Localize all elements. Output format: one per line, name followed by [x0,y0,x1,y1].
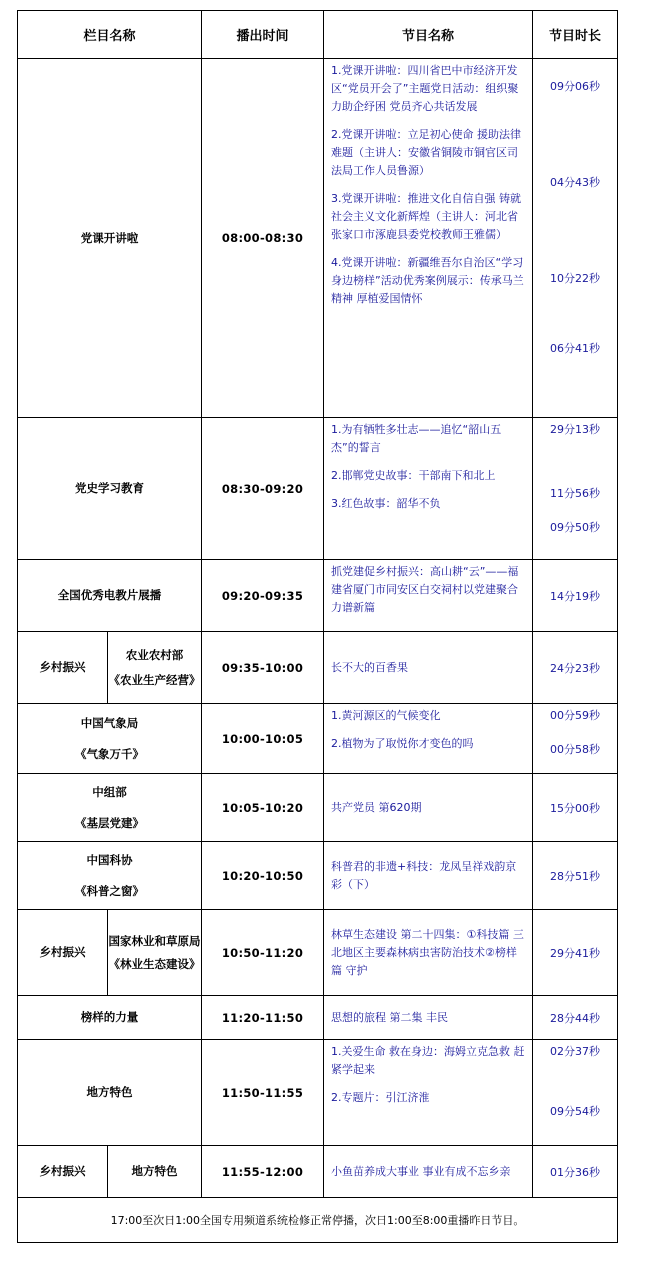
column-name-cell: 榜样的力量 [18,996,202,1040]
duration-item: 00分59秒 [550,709,601,722]
program-cell: 抓党建促乡村振兴：高山耕“云”——福建省厦门市同安区白交祠村以党建聚合力谱新篇 [324,560,533,632]
sub-column-cell [108,632,202,704]
duration-cell [533,59,618,418]
program-cell: 长不大的百香果 [324,632,533,704]
program-cell: 共产党员 第620期 [324,774,533,842]
time-cell: 10:50-11:20 [202,910,324,996]
column-name-cell: 乡村振兴 [18,1146,108,1198]
program-cell: 思想的旅程 第二集 丰民 [324,996,533,1040]
duration-cell [533,418,618,560]
duration-item: 02分37秒 [550,1045,601,1058]
table-row [18,560,618,632]
header-row [18,11,618,59]
program-item: 1.关爱生命 救在身边：海姆立克急救 赶紧学起来 [331,1045,525,1076]
sub-column-cell: 地方特色 [108,1146,202,1198]
duration-cell: 01分36秒 [533,1146,618,1198]
column-title: 《基层党建》 [75,815,144,830]
table-row [18,59,618,418]
schedule-sheet [17,10,617,1243]
program-item: 4.党课开讲啦：新疆维吾尔自治区“学习身边榜样”活动优秀案例展示：传承马兰精神 厚植爱国情怀 [331,256,524,305]
table-row [18,1146,618,1198]
program-cell [324,704,533,774]
duration-cell: 15分00秒 [533,774,618,842]
duration-item: 10分22秒 [550,272,601,285]
header-program-name: 节目名称 [324,11,533,59]
program-item: 3.红色故事：韶华不负 [331,497,441,510]
column-name-cell [18,704,202,774]
program-item: 2.党课开讲啦：立足初心使命 援助法律难题（主讲人：安徽省铜陵市铜官区司法局工作人员鲁源） [331,128,522,177]
schedule-table [17,10,618,1243]
column-name-cell [18,774,202,842]
program-cell: 小鱼苗养成大事业 事业有成不忘乡亲 [324,1146,533,1198]
time-cell: 10:00-10:05 [202,704,324,774]
program-cell: 林草生态建设 第二十四集：①科技篇 三北地区主要森林病虫害防治技术②榜样篇 守护 [324,910,533,996]
duration-item: 00分58秒 [550,743,601,756]
sub-column-title: 《林业生态建设》 [108,956,201,971]
time-cell: 11:55-12:00 [202,1146,324,1198]
duration-item: 09分06秒 [550,80,601,93]
duration-cell: 28分44秒 [533,996,618,1040]
program-cell [324,418,533,560]
sub-column-title: 《农业生产经营》 [108,672,201,687]
header-column-name: 栏目名称 [18,11,202,59]
header-duration: 节目时长 [533,11,618,59]
program-item: 2.专题片：引江济淮 [331,1091,430,1104]
duration-cell: 28分51秒 [533,842,618,910]
table-row [18,418,618,560]
column-org: 中国气象局 [80,716,139,731]
column-name-cell: 党史学习教育 [18,418,202,560]
time-cell: 11:20-11:50 [202,996,324,1040]
column-org: 中国科协 [86,853,133,868]
duration-cell: 24分23秒 [533,632,618,704]
column-name-cell: 乡村振兴 [18,910,108,996]
program-cell [324,59,533,418]
column-title: 《科普之窗》 [75,883,144,898]
duration-item: 06分41秒 [550,342,601,355]
duration-item: 29分13秒 [550,423,601,436]
program-item: 1.党课开讲啦：四川省巴中市经济开发区“党员开会了”主题党日活动：组织聚力助企纾困 党员齐心共话发展 [331,64,519,113]
table-row [18,774,618,842]
program-item: 2.邯郸党史故事：干部南下和北上 [331,469,496,482]
duration-item: 11分56秒 [550,487,601,500]
program-item: 1.黄河源区的气候变化 [331,709,441,722]
duration-item: 04分43秒 [550,176,601,189]
time-cell: 10:20-10:50 [202,842,324,910]
time-cell: 08:00-08:30 [202,59,324,418]
sub-column-org: 国家林业和草原局 [108,934,201,949]
time-cell: 09:20-09:35 [202,560,324,632]
table-row [18,1040,618,1146]
duration-cell [533,704,618,774]
program-cell [324,1040,533,1146]
program-item: 3.党课开讲啦：推进文化自信自强 铸就社会主义文化新辉煌（主讲人：河北省张家口市涿鹿县委党校教师王雅儒） [331,192,522,241]
sub-column-cell [108,910,202,996]
duration-cell: 14分19秒 [533,560,618,632]
duration-item: 09分54秒 [550,1105,601,1118]
footer-note: 17:00至次日1:00全国专用频道系统检修正常停播，次日1:00至8:00重播昨日节目。 [18,1198,618,1243]
time-cell: 10:05-10:20 [202,774,324,842]
sub-column-org: 农业农村部 [125,648,184,663]
program-item: 2.植物为了取悦你才变色的吗 [331,737,474,750]
table-row [18,996,618,1040]
time-cell: 08:30-09:20 [202,418,324,560]
column-name-cell [18,842,202,910]
footer-row [18,1198,618,1243]
program-cell: 科普君的非遗+科技：龙凤呈祥戏韵京彩（下） [324,842,533,910]
column-name-cell: 全国优秀电教片展播 [18,560,202,632]
table-row [18,704,618,774]
table-row [18,842,618,910]
table-row [18,632,618,704]
time-cell: 09:35-10:00 [202,632,324,704]
table-row [18,910,618,996]
time-cell: 11:50-11:55 [202,1040,324,1146]
duration-item: 09分50秒 [550,521,601,534]
column-org: 中组部 [92,785,127,800]
header-broadcast-time: 播出时间 [202,11,324,59]
column-name-cell: 地方特色 [18,1040,202,1146]
column-name-cell: 党课开讲啦 [18,59,202,418]
program-item: 1.为有牺牲多壮志——追忆“韶山五杰”的誓言 [331,423,502,454]
column-title: 《气象万千》 [75,746,144,761]
column-name-cell: 乡村振兴 [18,632,108,704]
duration-cell: 29分41秒 [533,910,618,996]
duration-cell [533,1040,618,1146]
